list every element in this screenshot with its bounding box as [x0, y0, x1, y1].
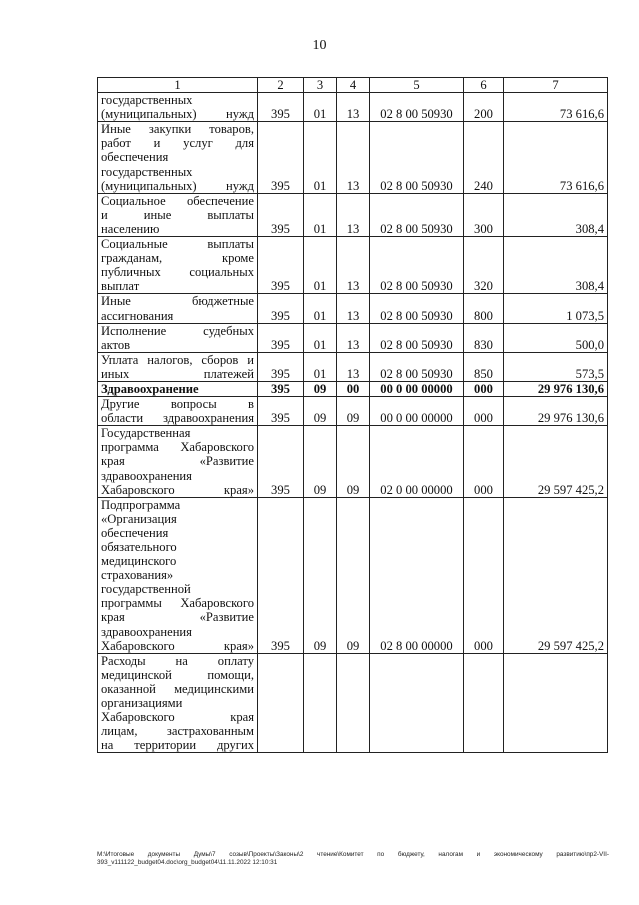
row-name-cell	[98, 294, 258, 323]
amount-cell: 573,5	[504, 352, 608, 381]
row-name-line: края «Развитие	[101, 454, 254, 469]
code-cell: 395	[258, 497, 304, 653]
section-cell: 01	[304, 237, 337, 294]
amount-cell: 308,4	[504, 237, 608, 294]
section-cell	[304, 653, 337, 753]
row-name-line: Хабаровского края»	[101, 482, 254, 497]
expense-type-cell: 850	[464, 352, 504, 381]
row-name-line: гражданам, кроме	[101, 251, 254, 266]
budget-table	[97, 77, 608, 753]
table-row	[98, 294, 608, 323]
row-name-line: Социальные выплаты	[101, 237, 254, 252]
subsection-cell: 13	[337, 122, 370, 193]
target-article-cell: 02 8 00 50930	[370, 193, 464, 236]
table-row	[98, 653, 608, 753]
row-name-cell	[98, 653, 258, 753]
row-name-line: Другие вопросы в	[101, 397, 254, 412]
row-name-line: Уплата налогов, сборов и	[101, 352, 254, 367]
row-name-line: обеспечения	[101, 525, 169, 540]
code-cell: 395	[258, 237, 304, 294]
row-name-line: работ и услуг для	[101, 136, 254, 151]
section-cell: 01	[304, 122, 337, 193]
amount-cell: 29 597 425,2	[504, 426, 608, 497]
row-name-line: края «Развитие	[101, 610, 254, 625]
section-cell: 09	[304, 397, 337, 426]
subsection-cell: 00	[337, 381, 370, 396]
table-row	[98, 323, 608, 352]
row-name-cell	[98, 426, 258, 497]
expense-type-cell: 000	[464, 497, 504, 653]
row-name-line: актов	[101, 337, 131, 352]
row-name-line: Иные закупки товаров,	[101, 122, 254, 137]
target-article-cell: 02 8 00 50930	[370, 93, 464, 122]
code-cell: 395	[258, 294, 304, 323]
row-name-cell	[98, 323, 258, 352]
row-name-line: здравоохранения	[101, 624, 192, 639]
code-cell: 395	[258, 426, 304, 497]
row-name-line: Социальное обеспечение	[101, 193, 254, 208]
row-name-line: «Организация	[101, 511, 177, 526]
section-cell: 09	[304, 381, 337, 396]
code-cell: 395	[258, 352, 304, 381]
row-name-line: Исполнение судебных	[101, 323, 254, 338]
row-name-line: ассигнования	[101, 308, 174, 323]
section-cell: 01	[304, 294, 337, 323]
table-row	[98, 497, 608, 653]
row-name-cell	[98, 381, 258, 396]
subsection-cell: 13	[337, 237, 370, 294]
amount-cell: 73 616,6	[504, 93, 608, 122]
subsection-cell: 09	[337, 397, 370, 426]
row-name-line: населению	[101, 221, 160, 236]
row-name-line: государственной	[101, 582, 191, 597]
row-name-cell	[98, 122, 258, 193]
section-cell: 09	[304, 426, 337, 497]
expense-type-cell: 320	[464, 237, 504, 294]
target-article-cell: 02 8 00 00000	[370, 497, 464, 653]
row-name-line: Государственная	[101, 426, 191, 441]
target-article-cell: 02 8 00 50930	[370, 237, 464, 294]
row-name-line: Расходы на оплату	[101, 653, 254, 668]
section-cell: 01	[304, 93, 337, 122]
row-name-cell	[98, 397, 258, 426]
expense-type-cell: 000	[464, 397, 504, 426]
section-cell: 01	[304, 352, 337, 381]
row-name-line: на территории других	[101, 738, 254, 753]
expense-type-cell: 000	[464, 381, 504, 396]
subsection-cell: 13	[337, 294, 370, 323]
row-name-line: оказанной медицинскими	[101, 681, 254, 696]
expense-type-cell: 200	[464, 93, 504, 122]
expense-type-cell: 830	[464, 323, 504, 352]
row-name-line: публичных социальных	[101, 265, 254, 280]
row-name-line: Иные бюджетные	[101, 294, 254, 309]
amount-cell: 29 976 130,6	[504, 381, 608, 396]
target-article-cell	[370, 653, 464, 753]
table-row	[98, 93, 608, 122]
target-article-cell: 02 0 00 00000	[370, 426, 464, 497]
amount-cell: 29 976 130,6	[504, 397, 608, 426]
subsection-cell: 13	[337, 93, 370, 122]
row-name-line: государственных	[101, 164, 193, 179]
amount-cell: 308,4	[504, 193, 608, 236]
section-cell: 01	[304, 323, 337, 352]
row-name-line: медицинского	[101, 554, 177, 569]
row-name-line: медицинской помощи,	[101, 667, 254, 682]
code-cell: 395	[258, 122, 304, 193]
amount-cell: 73 616,6	[504, 122, 608, 193]
subsection-cell	[337, 653, 370, 753]
row-name-cell	[98, 352, 258, 381]
amount-cell: 29 597 425,2	[504, 497, 608, 653]
row-name-line: организациями	[101, 696, 183, 711]
section-cell: 09	[304, 497, 337, 653]
row-name-line: страхования»	[101, 568, 174, 583]
header-cell: 5	[370, 78, 464, 93]
target-article-cell: 02 8 00 50930	[370, 323, 464, 352]
row-name-line: (муниципальных) нужд	[101, 107, 254, 122]
table-row	[98, 426, 608, 497]
row-name-cell	[98, 93, 258, 122]
header-cell: 3	[304, 78, 337, 93]
page-number: 10	[312, 38, 327, 53]
table-row	[98, 237, 608, 294]
header-cell: 4	[337, 78, 370, 93]
amount-cell: 500,0	[504, 323, 608, 352]
subsection-cell: 13	[337, 193, 370, 236]
row-name-line: Здравоохранение	[101, 381, 199, 396]
row-name-line: Хабаровского края	[101, 710, 254, 725]
target-article-cell: 02 8 00 50930	[370, 352, 464, 381]
table-row	[98, 381, 608, 396]
subsection-cell: 09	[337, 426, 370, 497]
row-name-line: обязательного	[101, 540, 177, 554]
code-cell: 395	[258, 93, 304, 122]
code-cell: 395	[258, 323, 304, 352]
target-article-cell: 02 8 00 50930	[370, 122, 464, 193]
subsection-cell: 13	[337, 352, 370, 381]
row-name-line: Подпрограмма	[101, 497, 181, 512]
row-name-line: программы Хабаровского	[101, 596, 254, 611]
target-article-cell: 00 0 00 00000	[370, 381, 464, 396]
row-name-line: государственных	[101, 93, 193, 108]
table-row	[98, 193, 608, 236]
expense-type-cell: 300	[464, 193, 504, 236]
header-cell: 2	[258, 78, 304, 93]
header-row	[98, 78, 608, 93]
row-name-line: области здравоохранения	[101, 411, 254, 426]
table-row	[98, 122, 608, 193]
table-row	[98, 397, 608, 426]
row-name-line: обеспечения	[101, 150, 169, 165]
expense-type-cell: 240	[464, 122, 504, 193]
target-article-cell: 00 0 00 00000	[370, 397, 464, 426]
row-name-line: здравоохранения	[101, 468, 192, 483]
amount-cell: 1 073,5	[504, 294, 608, 323]
expense-type-cell	[464, 653, 504, 753]
header-cell: 1	[98, 78, 258, 93]
file-path-footer: M:\Итоговые документы Думы\7 созыв\Проекты\Законы\2 чтение\Комитет по бюджету, налогам и экономическому развитию\пр2-VII-393_v111122_budget04.doc\org_budget04\11.11.2022 12:10:31	[97, 851, 609, 866]
row-name-line: программа Хабаровского	[101, 440, 254, 455]
expense-type-cell: 800	[464, 294, 504, 323]
row-name-line: и иные выплаты	[101, 207, 254, 222]
row-name-cell	[98, 237, 258, 294]
row-name-line: Хабаровского края»	[101, 638, 254, 653]
row-name-line: (муниципальных) нужд	[101, 178, 254, 193]
code-cell: 395	[258, 397, 304, 426]
code-cell	[258, 653, 304, 753]
code-cell: 395	[258, 193, 304, 236]
row-name-line: выплат	[101, 279, 140, 294]
subsection-cell: 09	[337, 497, 370, 653]
row-name-line: иных платежей	[101, 366, 254, 381]
amount-cell	[504, 653, 608, 753]
header-cell: 6	[464, 78, 504, 93]
row-name-line: лицам, застрахованным	[101, 724, 254, 739]
row-name-cell	[98, 193, 258, 236]
header-cell: 7	[504, 78, 608, 93]
target-article-cell: 02 8 00 50930	[370, 294, 464, 323]
section-cell: 01	[304, 193, 337, 236]
expense-type-cell: 000	[464, 426, 504, 497]
row-name-cell	[98, 497, 258, 653]
table-row	[98, 352, 608, 381]
code-cell: 395	[258, 381, 304, 396]
subsection-cell: 13	[337, 323, 370, 352]
